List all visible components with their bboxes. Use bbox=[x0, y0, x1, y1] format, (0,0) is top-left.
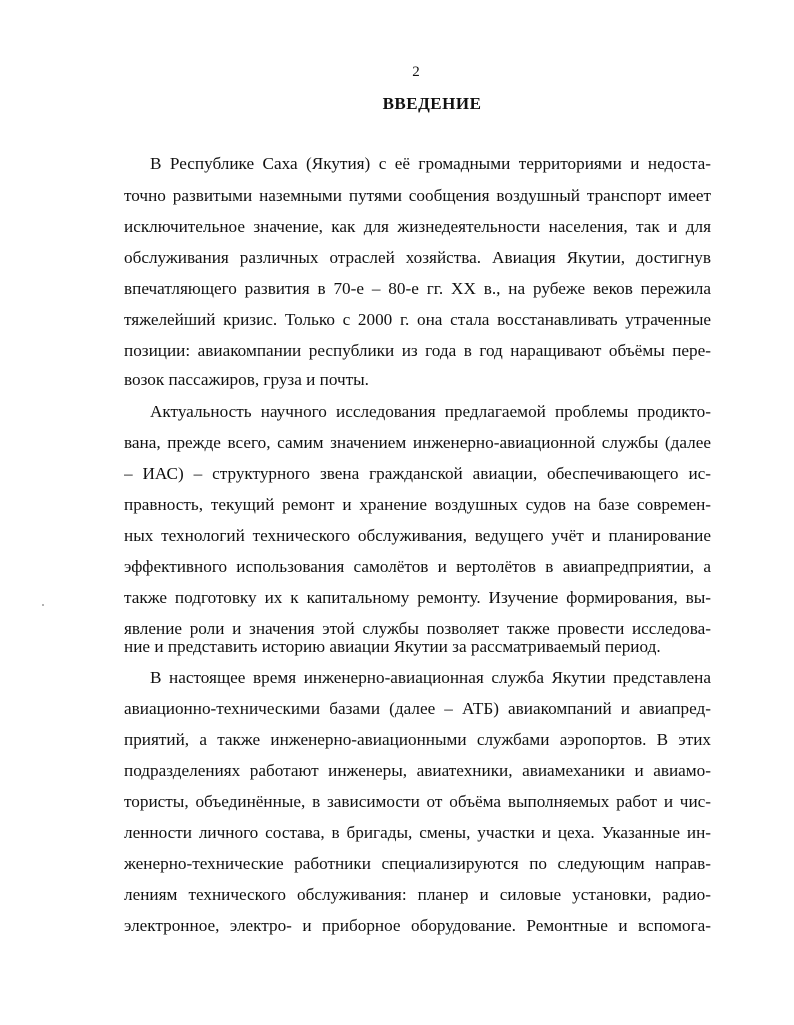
paragraph-1-line-5: впечатляющего развития в 70-е – 80-е гг. XX в., на рубеже веков пережила bbox=[124, 279, 711, 298]
paragraph-3-line-5: тористы, объединённые, в зависимости от объёма выполняемых работ и чис- bbox=[124, 792, 711, 811]
paragraph-1-line-7: позиции: авиакомпании республики из года в год наращивают объёмы пере- bbox=[124, 341, 711, 360]
paragraph-1-line-2: точно развитыми наземными путями сообщения воздушный транспорт имеет bbox=[124, 186, 711, 205]
paragraph-2-line-6: эффективного использования самолётов и вертолётов в авиапредприятии, а bbox=[124, 557, 711, 576]
paragraph-3-line-3: приятий, а также инженерно-авиационными службами аэропортов. В этих bbox=[124, 730, 711, 749]
paragraph-3-line-6: ленности личного состава, в бригады, смены, участки и цеха. Указанные ин- bbox=[124, 823, 711, 842]
section-heading: ВВЕДЕНИЕ bbox=[382, 94, 482, 113]
paragraph-1-line-1: В Республике Саха (Якутия) с её громадными территориями и недоста- bbox=[150, 154, 711, 173]
paragraph-2-line-4: правность, текущий ремонт и хранение воздушных судов на базе современ- bbox=[124, 495, 711, 514]
paragraph-1-line-3: исключительное значение, как для жизнедеятельности населения, так и для bbox=[124, 217, 711, 236]
paragraph-3-line-7: женерно-технические работники специализируются по следующим направ- bbox=[124, 854, 711, 873]
paragraph-2-line-7: также подготовку их к капитальному ремонту. Изучение формирования, вы- bbox=[124, 588, 711, 607]
paragraph-1-line-8: возок пассажиров, груза и почты. bbox=[124, 370, 369, 389]
paragraph-2-line-8: явление роли и значения этой службы позволяет также провести исследова- bbox=[124, 619, 711, 638]
paragraph-2-line-1: Актуальность научного исследования предлагаемой проблемы продикто- bbox=[150, 402, 711, 421]
scan-speck bbox=[42, 604, 44, 606]
paragraph-1-line-4: обслуживания различных отраслей хозяйства. Авиация Якутии, достигнув bbox=[124, 248, 711, 267]
paragraph-3-line-9: электронное, электро- и приборное оборудование. Ремонтные и вспомога- bbox=[124, 916, 711, 935]
paragraph-2-line-3: – ИАС) – структурного звена гражданской авиации, обеспечивающего ис- bbox=[124, 464, 711, 483]
paragraph-3-line-8: лениям технического обслуживания: планер и силовые установки, радио- bbox=[124, 885, 711, 904]
paragraph-3-line-2: авиационно-техническими базами (далее – АТБ) авиакомпаний и авиапред- bbox=[124, 699, 711, 718]
paragraph-2-line-2: вана, прежде всего, самим значением инженерно-авиационной службы (далее bbox=[124, 433, 711, 452]
paragraph-3-line-1: В настоящее время инженерно-авиационная служба Якутии представлена bbox=[150, 668, 711, 687]
paragraph-1-line-6: тяжелейший кризис. Только с 2000 г. она стала восстанавливать утраченные bbox=[124, 310, 711, 329]
paragraph-2-line-9: ние и представить историю авиации Якутии за рассматриваемый период. bbox=[124, 637, 661, 656]
paragraph-2-line-5: ных технологий технического обслуживания, ведущего учёт и планирование bbox=[124, 526, 711, 545]
paragraph-3-line-4: подразделениях работают инженеры, авиатехники, авиамеханики и авиамо- bbox=[124, 761, 711, 780]
page-number: 2 bbox=[412, 64, 420, 80]
